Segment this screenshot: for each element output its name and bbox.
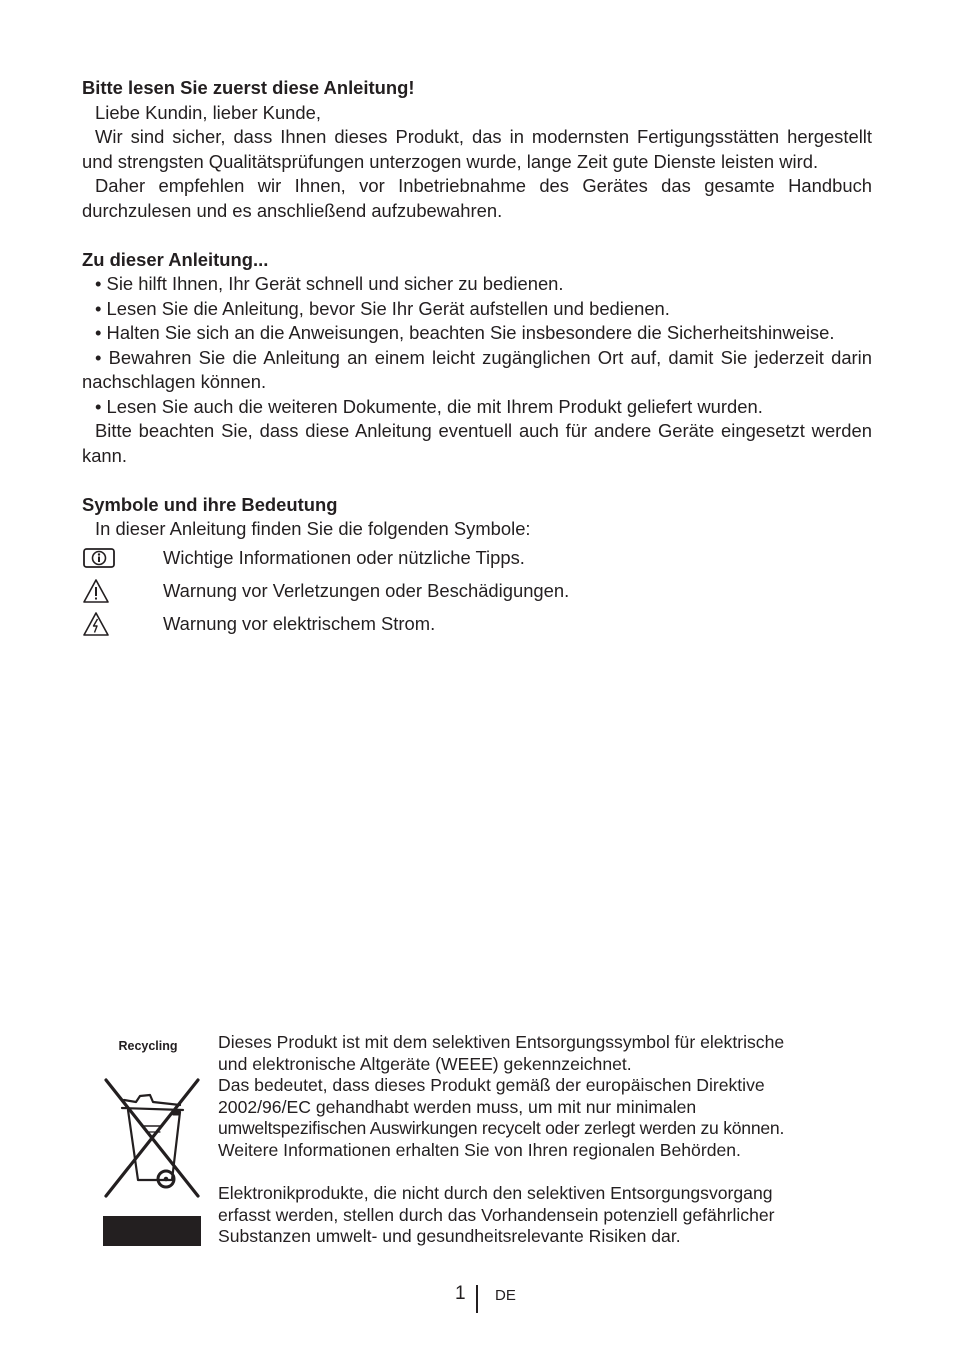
bullet-item: • Lesen Sie die Anleitung, bevor Sie Ihr Gerät aufstellen und bedienen. [95,297,670,319]
recycling-line: Dieses Produkt ist mit dem selektiven Entsorgungssymbol für elektrische [218,1032,785,1052]
footer-divider [476,1285,478,1313]
recycling-line: Das bedeutet, dass dieses Produkt gemäß der europäischen Direktive [218,1075,765,1096]
about-heading: Zu dieser Anleitung... [82,248,269,270]
symbol-row-electric [82,608,872,641]
page-number: 1 [455,1283,466,1304]
recycling-line: Weitere Informationen erhalten Sie von Ihren regionalen Behörden. [218,1139,741,1160]
recycling-text [218,1032,828,1248]
language-code: DE [495,1287,516,1304]
weee-crossed-bin-icon [100,1072,204,1202]
recycling-line: Substanzen umwelt- und gesundheitsrelevante Risiken dar. [218,1226,681,1247]
info-icon [82,545,163,571]
recycling-label: Recycling [118,1039,178,1053]
greeting: Liebe Kundin, lieber Kunde, [95,101,321,123]
recycling-line: erfasst werden, stellen durch das Vorhandensein potenziell gefährlicher [218,1204,775,1225]
warning-icon [82,578,163,604]
intro-paragraph-1: Wir sind sicher, dass Ihnen dieses Produkt, das in modernsten Fertigungsstätten hergestellt und strengsten Qualitätsprüfungen unterzogen wurde, lange Zeit gute Dienste leisten wird. [82,126,872,172]
intro-heading: Bitte lesen Sie zuerst diese Anleitung! [82,77,415,98]
bullet-item: • Halten Sie sich an die Anweisungen, beachten Sie insbesondere die Sicherheitshinweise. [95,322,835,343]
recycling-line: 2002/96/EC gehandhabt werden muss, um mit nur minimalen [218,1096,697,1117]
symbol-text-info: Wichtige Informationen oder nützliche Tipps. [163,546,525,568]
intro-paragraph-2: Daher empfehlen wir Ihnen, vor Inbetriebnahme des Gerätes das gesamte Handbuch durchzulesen und es anschließend aufzubewahren. [82,175,872,221]
symbol-text-warning: Warnung vor Verletzungen oder Beschädigungen. [163,579,570,601]
recycling-line: Elektronikprodukte, die nicht durch den selektiven Entsorgungsvorgang [218,1183,773,1204]
about-note: Bitte beachten Sie, dass diese Anleitung eventuell auch für andere Geräte eingesetzt werden kann. [82,420,872,466]
symbols-intro: In dieser Anleitung finden Sie die folgenden Symbole: [95,518,531,539]
page-footer [0,1283,954,1313]
weee-marking-bar [103,1216,201,1246]
bullet-item: • Bewahren Sie die Anleitung an einem leicht zugänglichen Ort auf, damit Sie jederzeit darin nachschlagen können. [82,346,872,392]
manual-content [82,76,872,641]
bullet-item: • Sie hilft Ihnen, Ihr Gerät schnell und sicher zu bedienen. [95,273,564,294]
electric-warning-icon [82,611,163,637]
recycling-line: umweltspezifischen Auswirkungen recycelt oder zerlegt werden zu können. [218,1118,785,1139]
bullet-item: • Lesen Sie auch die weiteren Dokumente, die mit Ihrem Produkt geliefert wurden. [95,395,763,417]
symbol-row-warning [82,575,872,608]
symbol-row-info [82,542,872,575]
recycling-line: und elektronische Altgeräte (WEEE) gekennzeichnet. [218,1053,632,1074]
symbols-heading: Symbole und ihre Bedeutung [82,493,338,515]
symbol-text-electric: Warnung vor elektrischem Strom. [163,612,436,634]
